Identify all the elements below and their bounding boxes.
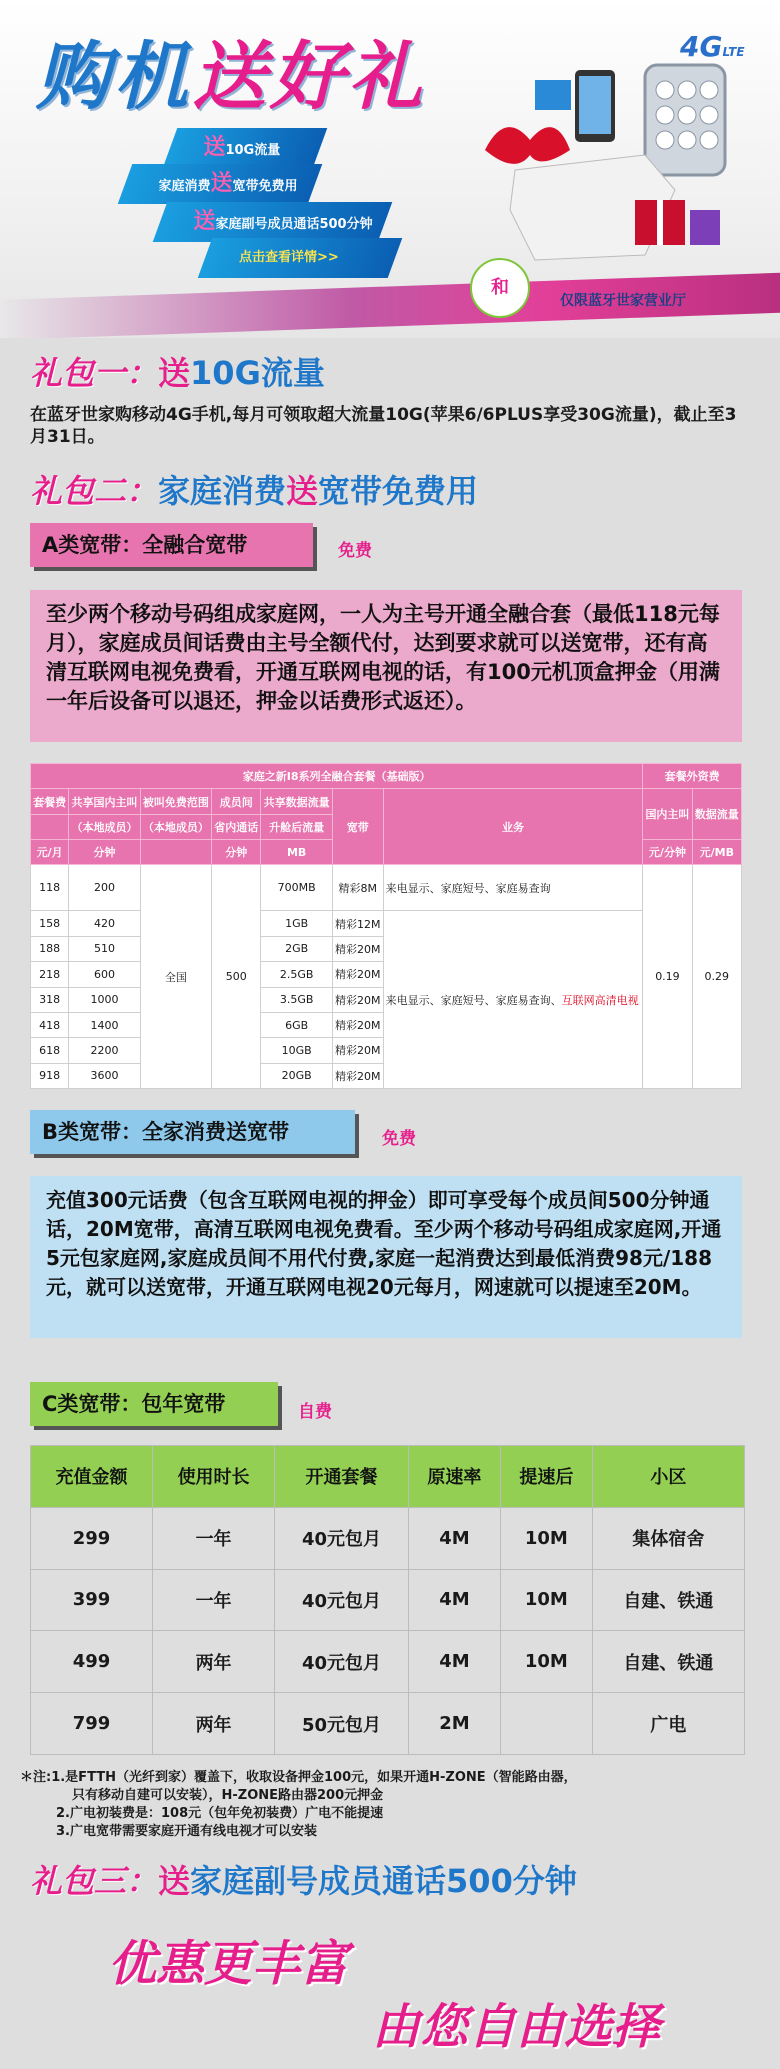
th-data-flow: 数据流量 bbox=[692, 789, 741, 840]
cell: 10M bbox=[500, 1631, 592, 1693]
cell: 10M bbox=[500, 1569, 592, 1631]
ribbon-10g bbox=[163, 128, 328, 168]
cell: 一年 bbox=[153, 1507, 275, 1569]
cell-broadband: 精彩20M bbox=[332, 936, 383, 961]
ribbon-text: 家庭副号成员通话500分钟 bbox=[215, 217, 373, 232]
cell-data: 2.5GB bbox=[261, 962, 332, 987]
th-unit bbox=[140, 840, 211, 865]
th-sub: （本地成员） bbox=[140, 814, 211, 839]
cell-fee: 318 bbox=[31, 987, 69, 1012]
gift-box-illustration bbox=[445, 60, 735, 270]
cell bbox=[500, 1693, 592, 1755]
table-row bbox=[31, 1631, 745, 1693]
cell: 399 bbox=[31, 1569, 153, 1631]
ribbon-prefix: 送 bbox=[193, 209, 216, 234]
details-link-ribbon[interactable] bbox=[198, 238, 403, 278]
section-b-text: 充值300元话费（包含互联网电视的押金）即可享受每个成员间500分钟通话，20M宽带，高清互联网电视免费看。至少两个移动号码组成家庭网,开通5元包家庭网,家庭成员间不用代付费,家庭一起消费达到最低消费98元/188元，就可以送宽带，开通互联网电视20元每月，网速就可以提速至20M。 bbox=[46, 1188, 722, 1299]
th-unit: 分钟 bbox=[69, 840, 140, 865]
header-banner bbox=[0, 0, 780, 338]
cell: 799 bbox=[31, 1693, 153, 1755]
cell-fee: 418 bbox=[31, 1012, 69, 1037]
and-he-logo bbox=[470, 258, 530, 318]
cell-broadband: 精彩20M bbox=[332, 987, 383, 1012]
gift2-label: 礼包二： bbox=[30, 472, 159, 510]
brand-mark-text: 和 bbox=[491, 277, 509, 298]
cell: 2M bbox=[408, 1693, 500, 1755]
th-shared-call: 共享国内主叫 bbox=[69, 789, 140, 814]
th-shared-data: 共享数据流量 bbox=[261, 789, 332, 814]
gift1-text: 10G流量 bbox=[190, 354, 325, 392]
cell-minutes: 510 bbox=[69, 936, 140, 961]
th-amount: 充值金额 bbox=[31, 1446, 153, 1508]
cell: 自建、铁通 bbox=[592, 1631, 744, 1693]
th-boosted: 提速后 bbox=[500, 1446, 592, 1508]
gift2-heading bbox=[30, 466, 478, 512]
footnotes bbox=[20, 1769, 775, 1841]
4g-lte-logo bbox=[680, 30, 745, 63]
cell-range: 全国 bbox=[140, 865, 211, 1089]
cell-minutes: 3600 bbox=[69, 1063, 140, 1088]
cell-minutes: 1400 bbox=[69, 1012, 140, 1037]
th-domestic-call: 国内主叫 bbox=[643, 789, 692, 840]
cell-member-min: 500 bbox=[212, 865, 261, 1089]
cell-broadband: 精彩20M bbox=[332, 962, 383, 987]
cell-rate-data: 0.29 bbox=[692, 865, 741, 1089]
cell-data: 10GB bbox=[261, 1038, 332, 1063]
details-link-text[interactable]: 点击查看详情>> bbox=[239, 250, 339, 265]
package-table-c bbox=[30, 1445, 745, 1755]
section-c-tag: 自费 bbox=[298, 1402, 332, 1422]
cell-fee: 618 bbox=[31, 1038, 69, 1063]
service-text: 来电显示、家庭短号、家庭易查询、 bbox=[385, 993, 562, 1007]
section-a-tag: 免费 bbox=[338, 541, 372, 561]
cell: 集体宿舍 bbox=[592, 1507, 744, 1569]
th-unit: MB bbox=[261, 840, 332, 865]
th-sub: （本地成员） bbox=[69, 814, 140, 839]
gift1-heading bbox=[30, 348, 325, 394]
th-member: 成员间 bbox=[212, 789, 261, 814]
cell-fee: 188 bbox=[31, 936, 69, 961]
service-red-text: 互联网高清电视 bbox=[561, 993, 639, 1007]
section-a-description bbox=[30, 590, 742, 742]
cell-broadband: 精彩20M bbox=[332, 1012, 383, 1037]
note-line: ＊注:1.是FTTH（光纤到家）覆盖下，收取设备押金100元，如果开通H-ZONE（智能路由器， bbox=[20, 1770, 577, 1785]
gift2-text-b: 宽带免费用 bbox=[318, 472, 479, 510]
th-duration: 使用时长 bbox=[153, 1446, 275, 1508]
cell-data: 20GB bbox=[261, 1063, 332, 1088]
slogan-1: 优惠更丰富 bbox=[108, 1936, 349, 1992]
cell: 50元包月 bbox=[275, 1693, 409, 1755]
cell-fee: 218 bbox=[31, 962, 69, 987]
cell-service bbox=[383, 911, 643, 1089]
gift3-label: 礼包三： bbox=[30, 1862, 159, 1900]
logo-4g-text: 4G bbox=[680, 30, 723, 63]
cell: 4M bbox=[408, 1631, 500, 1693]
blue-gift-icon bbox=[535, 80, 571, 110]
gift2-text-a: 家庭消费 bbox=[158, 472, 287, 510]
gift1-highlight: 送 bbox=[158, 354, 191, 392]
table-extra-title: 套餐外资费 bbox=[643, 764, 742, 789]
cell-data: 2GB bbox=[261, 936, 332, 961]
title-part-2: 送好礼 bbox=[192, 34, 426, 120]
cell: 299 bbox=[31, 1507, 153, 1569]
cell-fee: 118 bbox=[31, 865, 69, 911]
table-row bbox=[31, 1569, 745, 1631]
gift3-heading bbox=[30, 1856, 577, 1902]
cell-minutes: 2200 bbox=[69, 1038, 140, 1063]
cell: 4M bbox=[408, 1507, 500, 1569]
cell-rate-call: 0.19 bbox=[643, 865, 692, 1089]
cell-minutes: 200 bbox=[69, 865, 140, 911]
cell-data: 1GB bbox=[261, 911, 332, 936]
logo-lte-text: LTE bbox=[722, 45, 745, 59]
title-part-1: 购机 bbox=[36, 34, 192, 120]
th-sub: 省内通话 bbox=[212, 814, 261, 839]
ribbon-text: 宽带免费用 bbox=[232, 179, 298, 194]
section-a-title: A类宽带：全融合宽带 bbox=[30, 523, 313, 567]
cell: 40元包月 bbox=[275, 1631, 409, 1693]
gift3-text: 家庭副号成员通话500分钟 bbox=[190, 1862, 577, 1900]
gift1-description: 在蓝牙世家购移动4G手机,每月可领取超大流量10G(苹果6/6PLUS享受30G流量)，截止至3月31日。 bbox=[30, 405, 737, 447]
table-row bbox=[31, 911, 742, 936]
th-plan: 开通套餐 bbox=[275, 1446, 409, 1508]
gift3-highlight: 送 bbox=[158, 1862, 191, 1900]
ribbon-broadband bbox=[118, 164, 323, 204]
cell-minutes: 420 bbox=[69, 911, 140, 936]
cell: 10M bbox=[500, 1507, 592, 1569]
th-unit: 分钟 bbox=[212, 840, 261, 865]
th-unit: 元/分钟 bbox=[643, 840, 692, 865]
cell-broadband: 精彩20M bbox=[332, 1038, 383, 1063]
th-fee: 套餐费 bbox=[31, 789, 69, 814]
main-title bbox=[36, 18, 426, 124]
cell: 一年 bbox=[153, 1569, 275, 1631]
gift1-label: 礼包一： bbox=[30, 354, 159, 392]
cell-data: 700MB bbox=[261, 865, 332, 911]
gift2-highlight: 送 bbox=[286, 472, 319, 510]
section-b-tag: 免费 bbox=[382, 1129, 416, 1149]
note-line: 2.广电初装费是：108元（包年免初装费）广电不能提速 bbox=[56, 1806, 384, 1821]
cell: 自建、铁通 bbox=[592, 1569, 744, 1631]
cell-data: 6GB bbox=[261, 1012, 332, 1037]
cell-broadband: 精彩20M bbox=[332, 1063, 383, 1088]
ribbon-prefix: 送 bbox=[210, 171, 233, 196]
cell: 40元包月 bbox=[275, 1507, 409, 1569]
cell-broadband: 精彩8M bbox=[332, 865, 383, 911]
table-row bbox=[31, 1507, 745, 1569]
th-sub: 升舱后流量 bbox=[261, 814, 332, 839]
ribbon-prefix: 送 bbox=[203, 135, 226, 160]
package-table-a bbox=[30, 763, 742, 1089]
th-unit: 元/月 bbox=[31, 840, 69, 865]
cell-fee: 918 bbox=[31, 1063, 69, 1088]
ribbon-500min bbox=[153, 202, 393, 242]
th-service: 业务 bbox=[383, 789, 643, 865]
th-speed: 原速率 bbox=[408, 1446, 500, 1508]
cell: 两年 bbox=[153, 1693, 275, 1755]
only-store-text: 仅限蓝牙世家营业厅 bbox=[560, 293, 686, 309]
section-b-title: B类宽带：全家消费送宽带 bbox=[30, 1110, 355, 1154]
cell-fee: 158 bbox=[31, 911, 69, 936]
table-row bbox=[31, 1693, 745, 1755]
ribbon-text: 10G流量 bbox=[225, 143, 281, 158]
cell-minutes: 1000 bbox=[69, 987, 140, 1012]
cell: 两年 bbox=[153, 1631, 275, 1693]
th-community: 小区 bbox=[592, 1446, 744, 1508]
cell-data: 3.5GB bbox=[261, 987, 332, 1012]
th-unit: 元/MB bbox=[692, 840, 741, 865]
red-bow-icon bbox=[485, 127, 570, 164]
th-broadband: 宽带 bbox=[332, 789, 383, 865]
cell: 4M bbox=[408, 1569, 500, 1631]
cell: 40元包月 bbox=[275, 1569, 409, 1631]
cell-minutes: 600 bbox=[69, 962, 140, 987]
cell: 广电 bbox=[592, 1693, 744, 1755]
section-a-text: 至少两个移动号码组成家庭网，一人为主号开通全融合套（最低118元每月），家庭成员间话费由主号全额代付，达到要求就可以送宽带，还有高清互联网电视免费看，开通互联网电视的话，有100元机顶盒押金（用满一年后设备可以退还，押金以话费形式返还）。 bbox=[46, 602, 720, 713]
purple-gift-icon bbox=[690, 210, 720, 245]
cell-service: 来电显示、家庭短号、家庭易查询 bbox=[383, 865, 643, 911]
th-sub bbox=[31, 814, 69, 839]
table-header-row bbox=[31, 1446, 745, 1508]
table-group-title: 家庭之新I8系列全融合套餐（基础版） bbox=[31, 764, 643, 789]
cell: 499 bbox=[31, 1631, 153, 1693]
section-c-title: C类宽带：包年宽带 bbox=[30, 1382, 278, 1426]
section-b-description bbox=[30, 1176, 742, 1338]
note-line: 只有移动自建可以安装），H-ZONE路由器200元押金 bbox=[72, 1788, 384, 1803]
cell-broadband: 精彩12M bbox=[332, 911, 383, 936]
slogan-2: 由您自由选择 bbox=[372, 1999, 661, 2055]
th-free-range: 被叫免费范围 bbox=[140, 789, 211, 814]
ribbon-text: 家庭消费 bbox=[158, 179, 211, 194]
note-line: 3.广电宽带需要家庭开通有线电视才可以安装 bbox=[56, 1824, 317, 1839]
table-row bbox=[31, 865, 742, 911]
